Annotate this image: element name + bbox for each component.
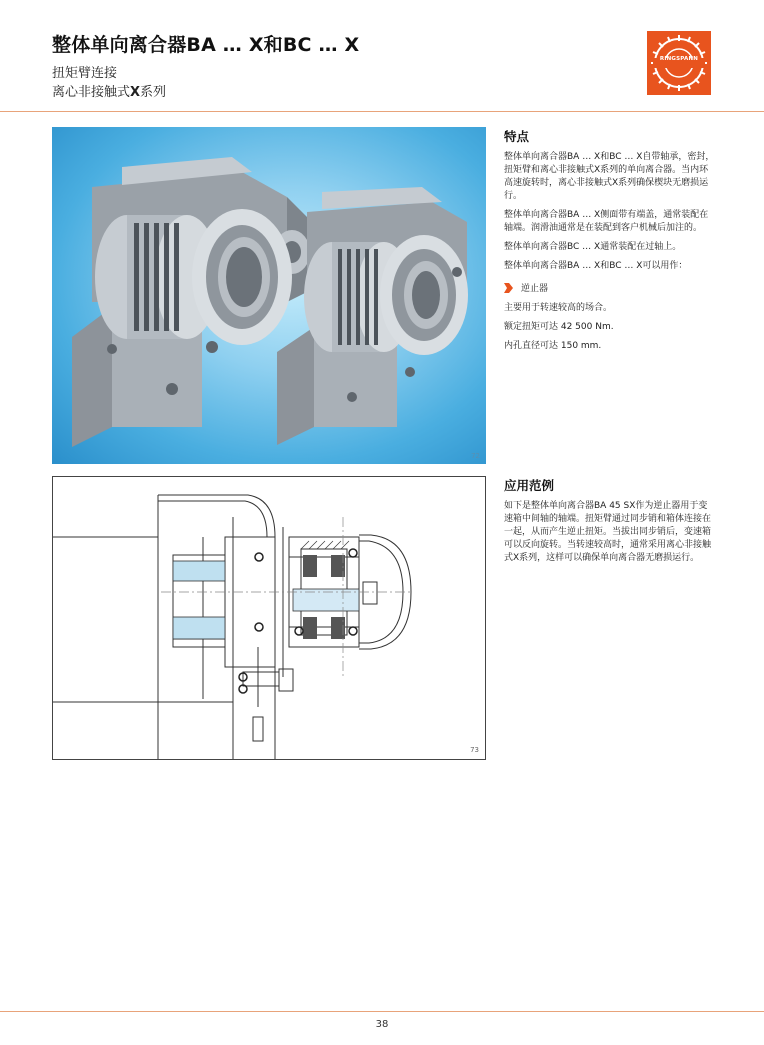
features-section	[504, 127, 716, 359]
footer-divider	[0, 1011, 764, 1012]
figure-number-72: 72	[471, 452, 480, 460]
ringspann-logo	[647, 31, 711, 95]
subtitle-series	[52, 81, 166, 100]
features-paragraph-3: 整体单向离合器BC … X通常装配在过轴上。	[504, 242, 682, 252]
application-paragraph: 如下是整体单向离合器BA 45 SX作为逆止器用于变速箱中间轴的轴端。扭矩臂通过同步销和箱体连接在一起，从而产生逆止扭矩。当拔出同步销后，变速箱可以反向旋转。当转速较高时，通常采用离心非接触式X系列，这样可以确保单向离合器无磨损运行。	[504, 501, 712, 563]
page-header	[0, 0, 764, 112]
features-paragraph-7: 内孔直径可达 150 mm.	[504, 341, 602, 351]
backstop-bullet	[504, 281, 716, 294]
subtitle-series-letter: X	[130, 85, 141, 100]
application-section	[504, 476, 716, 571]
page-title: 整体单向离合器BA … X和BC … X	[52, 34, 360, 56]
page-number: 38	[375, 1019, 389, 1030]
features-paragraph-6: 额定扭矩可达 42 500 Nm.	[504, 322, 614, 332]
subtitle-series-suffix: 系列	[140, 85, 167, 100]
subtitle-torque-arm: 扭矩臂连接	[52, 66, 118, 81]
features-paragraph-4: 整体单向离合器BA … X和BC … X可以用作：	[504, 261, 688, 271]
technical-drawing	[52, 476, 486, 760]
installation-drawing	[53, 477, 485, 759]
features-heading: 特点	[504, 129, 530, 144]
backstop-label: 逆止器	[521, 284, 549, 294]
product-photo	[52, 127, 486, 464]
features-paragraph-2: 整体单向离合器BA … X侧面带有端盖，通常装配在轴端。润滑油通常是在装配到客户机械后加注的。	[504, 210, 709, 233]
logo-ring-graphic	[647, 31, 711, 95]
subtitle-series-prefix: 离心非接触式	[52, 85, 131, 100]
header-divider	[0, 111, 764, 112]
figure-number-73: 73	[470, 746, 479, 754]
application-heading: 应用范例	[504, 478, 555, 493]
features-paragraph-5: 主要用于转速较高的场合。	[504, 303, 613, 313]
freewheel-units-illustration	[52, 127, 486, 464]
logo-wordmark: RINGSPANN	[659, 56, 699, 62]
features-paragraph-1: 整体单向离合器BA … X和BC … X自带轴承，密封，扭矩臂和离心非接触式X系列的单向离合器。当内环高速旋转时，离心非接触式X系列确保楔块无磨损运行。	[504, 152, 715, 201]
arrow-bullet-icon	[504, 283, 513, 293]
